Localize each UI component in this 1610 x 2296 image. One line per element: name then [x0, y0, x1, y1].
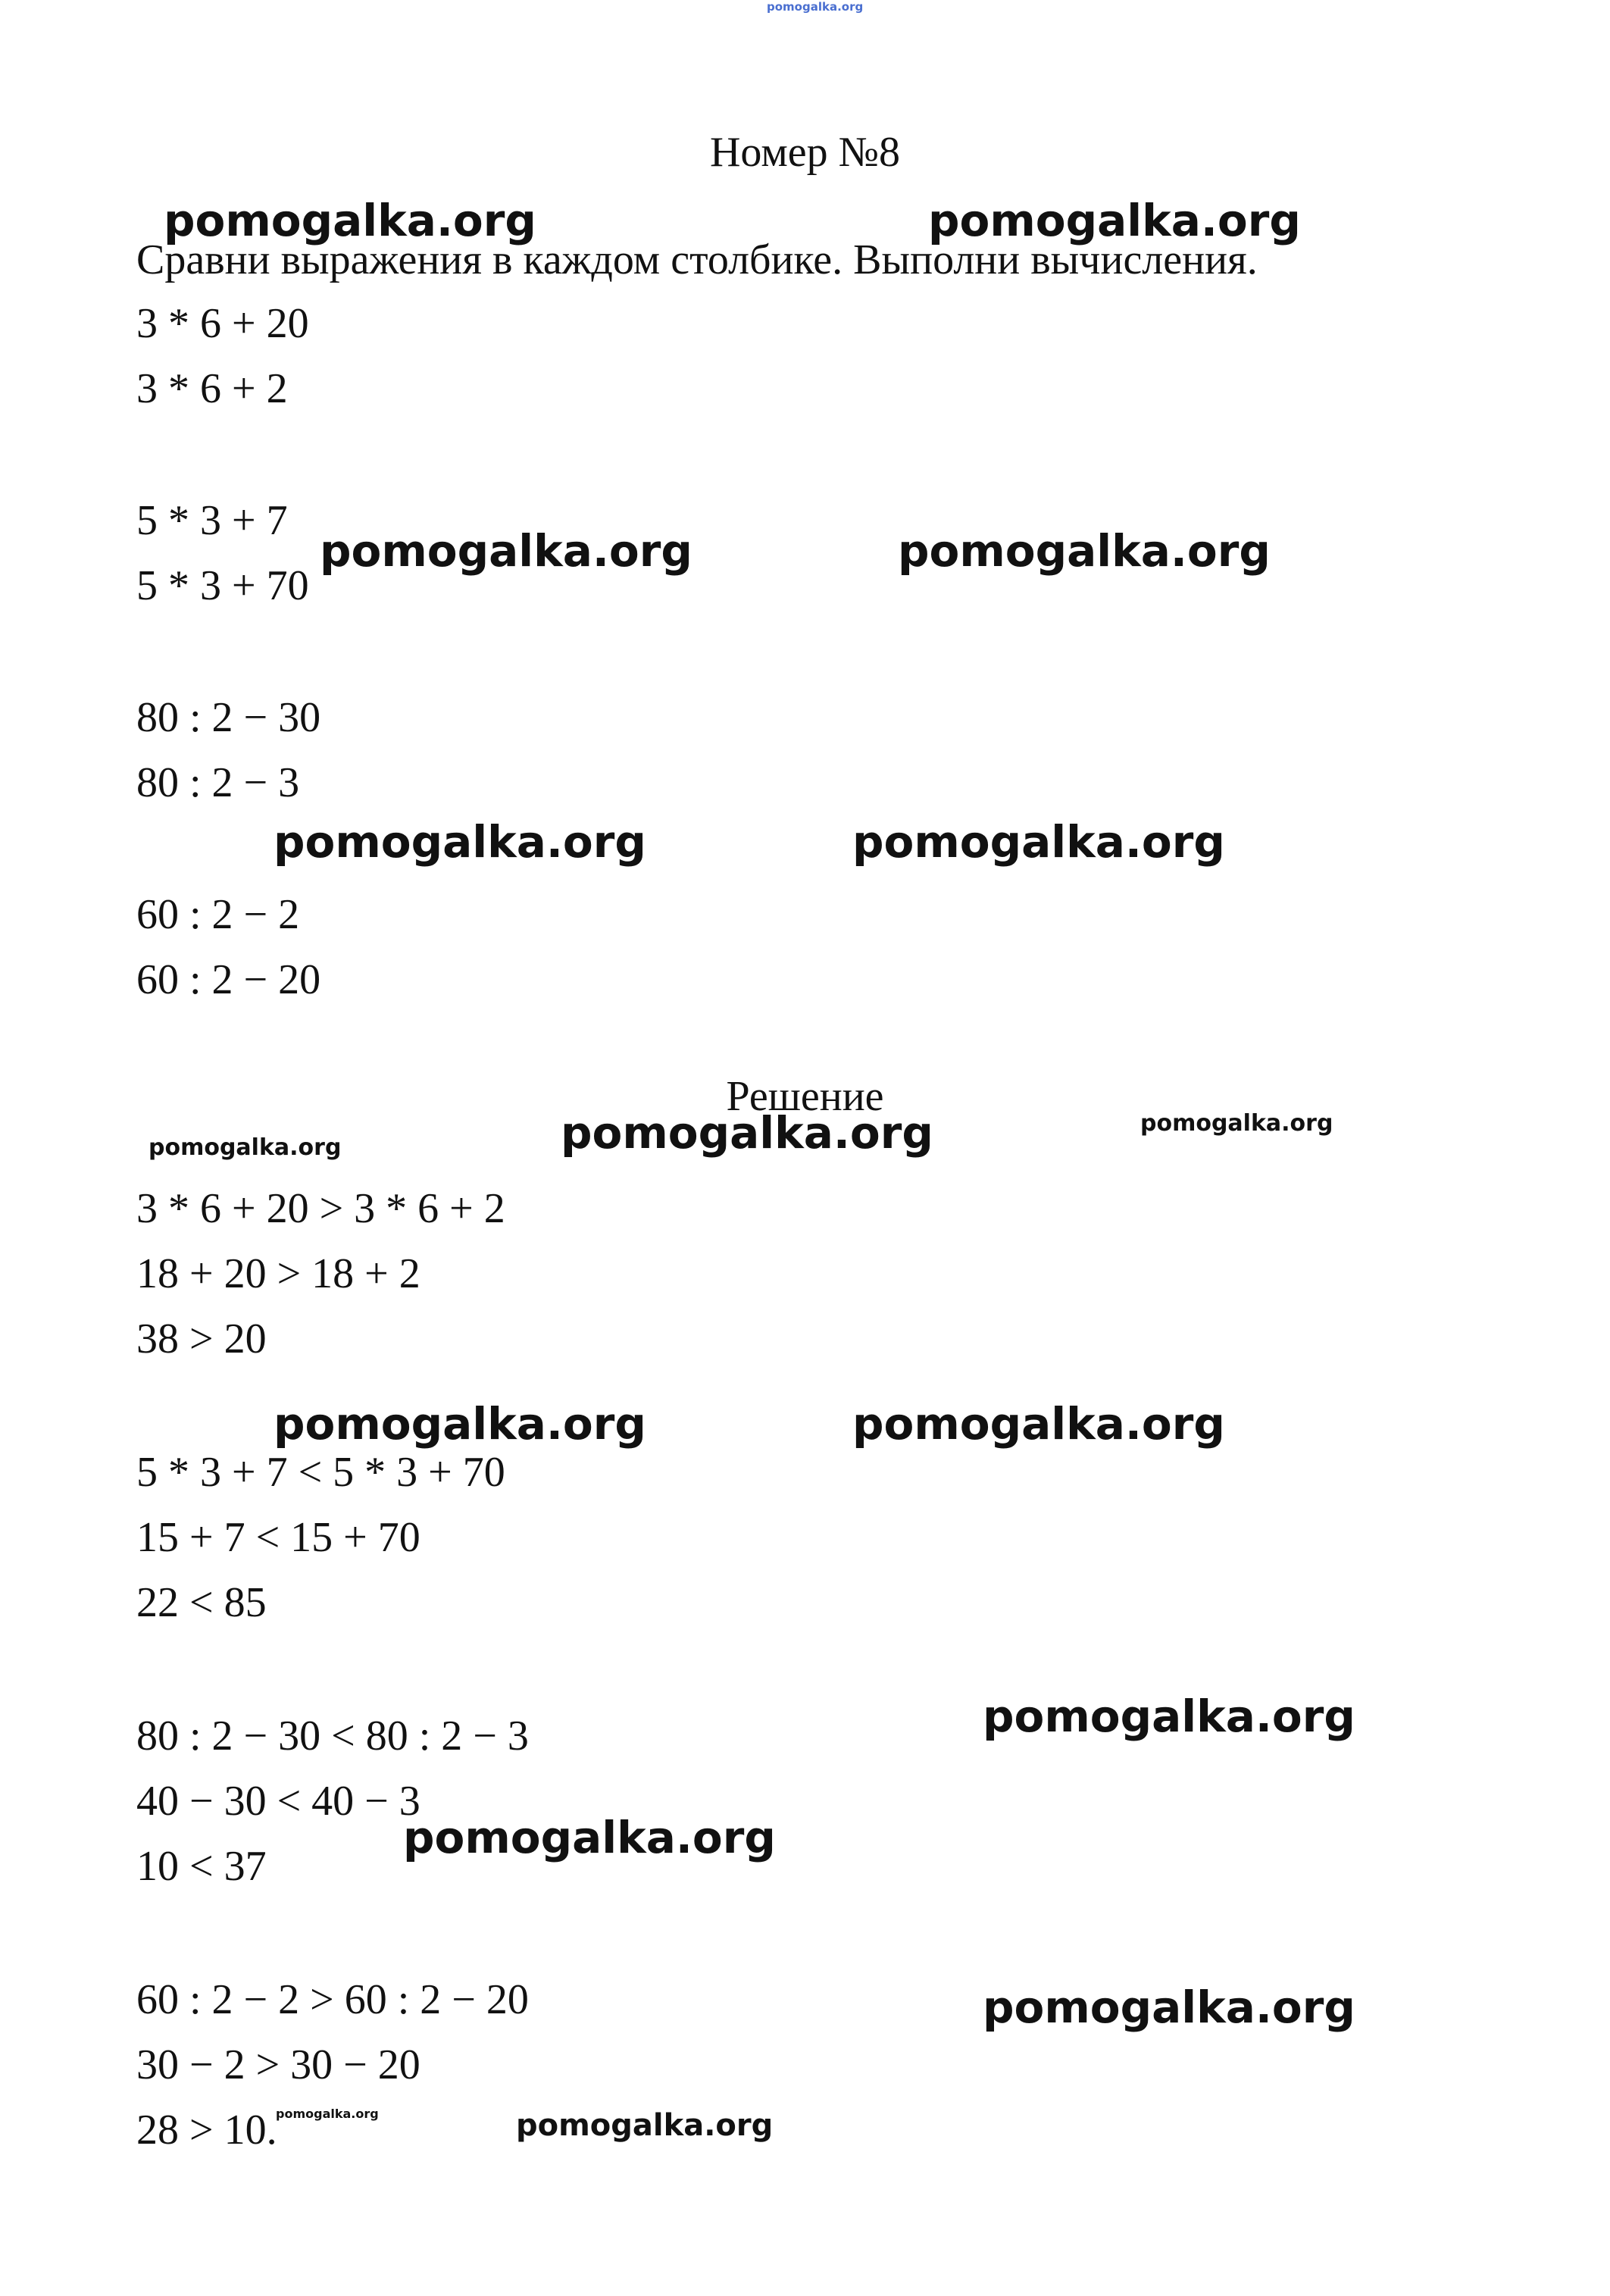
task-line: 60 : 2 − 20: [136, 956, 321, 1003]
task-line: 80 : 2 − 30: [136, 694, 321, 741]
watermark: pomogalka.org: [274, 816, 646, 868]
watermark: pomogalka.org: [898, 525, 1271, 577]
watermark: pomogalka.org: [852, 816, 1225, 868]
task-instruction: Сравни выражения в каждом столбике. Выполни вычисления.: [136, 236, 1258, 283]
watermark: pomogalka.org: [983, 1691, 1355, 1742]
solution-line: 30 − 2 > 30 − 20: [136, 2041, 420, 2088]
solution-line: 60 : 2 − 2 > 60 : 2 − 20: [136, 1976, 529, 2023]
solution-line: 5 * 3 + 7 < 5 * 3 + 70: [136, 1449, 505, 1496]
watermark: pomogalka.org: [320, 525, 692, 577]
watermark: pomogalka.org: [1140, 1110, 1333, 1137]
watermark-top: pomogalka.org: [767, 0, 864, 14]
watermark: pomogalka.org: [276, 2107, 379, 2121]
solution-title: Решение: [726, 1073, 884, 1120]
task-line: 80 : 2 − 3: [136, 759, 300, 806]
solution-line: 28 > 10.: [136, 2107, 277, 2154]
watermark: pomogalka.org: [164, 195, 536, 246]
solution-line: 80 : 2 − 30 < 80 : 2 − 3: [136, 1713, 529, 1760]
watermark: pomogalka.org: [561, 1107, 933, 1159]
solution-line: 18 + 20 > 18 + 2: [136, 1250, 420, 1297]
solution-line: 15 + 7 < 15 + 70: [136, 1514, 420, 1561]
solution-line: 10 < 37: [136, 1843, 267, 1890]
watermark: pomogalka.org: [274, 1398, 646, 1450]
watermark: pomogalka.org: [148, 1134, 342, 1161]
watermark: pomogalka.org: [928, 195, 1301, 246]
solution-line: 22 < 85: [136, 1579, 267, 1626]
watermark: pomogalka.org: [983, 1982, 1355, 2033]
solution-line: 40 − 30 < 40 − 3: [136, 1778, 420, 1825]
task-line: 3 * 6 + 2: [136, 365, 288, 412]
task-line: 3 * 6 + 20: [136, 300, 309, 347]
watermark: pomogalka.org: [403, 1812, 776, 1863]
task-line: 60 : 2 − 2: [136, 891, 300, 938]
solution-line: 38 > 20: [136, 1315, 267, 1362]
task-line: 5 * 3 + 7: [136, 497, 288, 544]
solution-line: 3 * 6 + 20 > 3 * 6 + 2: [136, 1185, 505, 1232]
page-title: Номер №8: [709, 129, 901, 176]
task-line: 5 * 3 + 70: [136, 562, 309, 609]
watermark: pomogalka.org: [852, 1398, 1225, 1450]
watermark: pomogalka.org: [516, 2108, 774, 2143]
